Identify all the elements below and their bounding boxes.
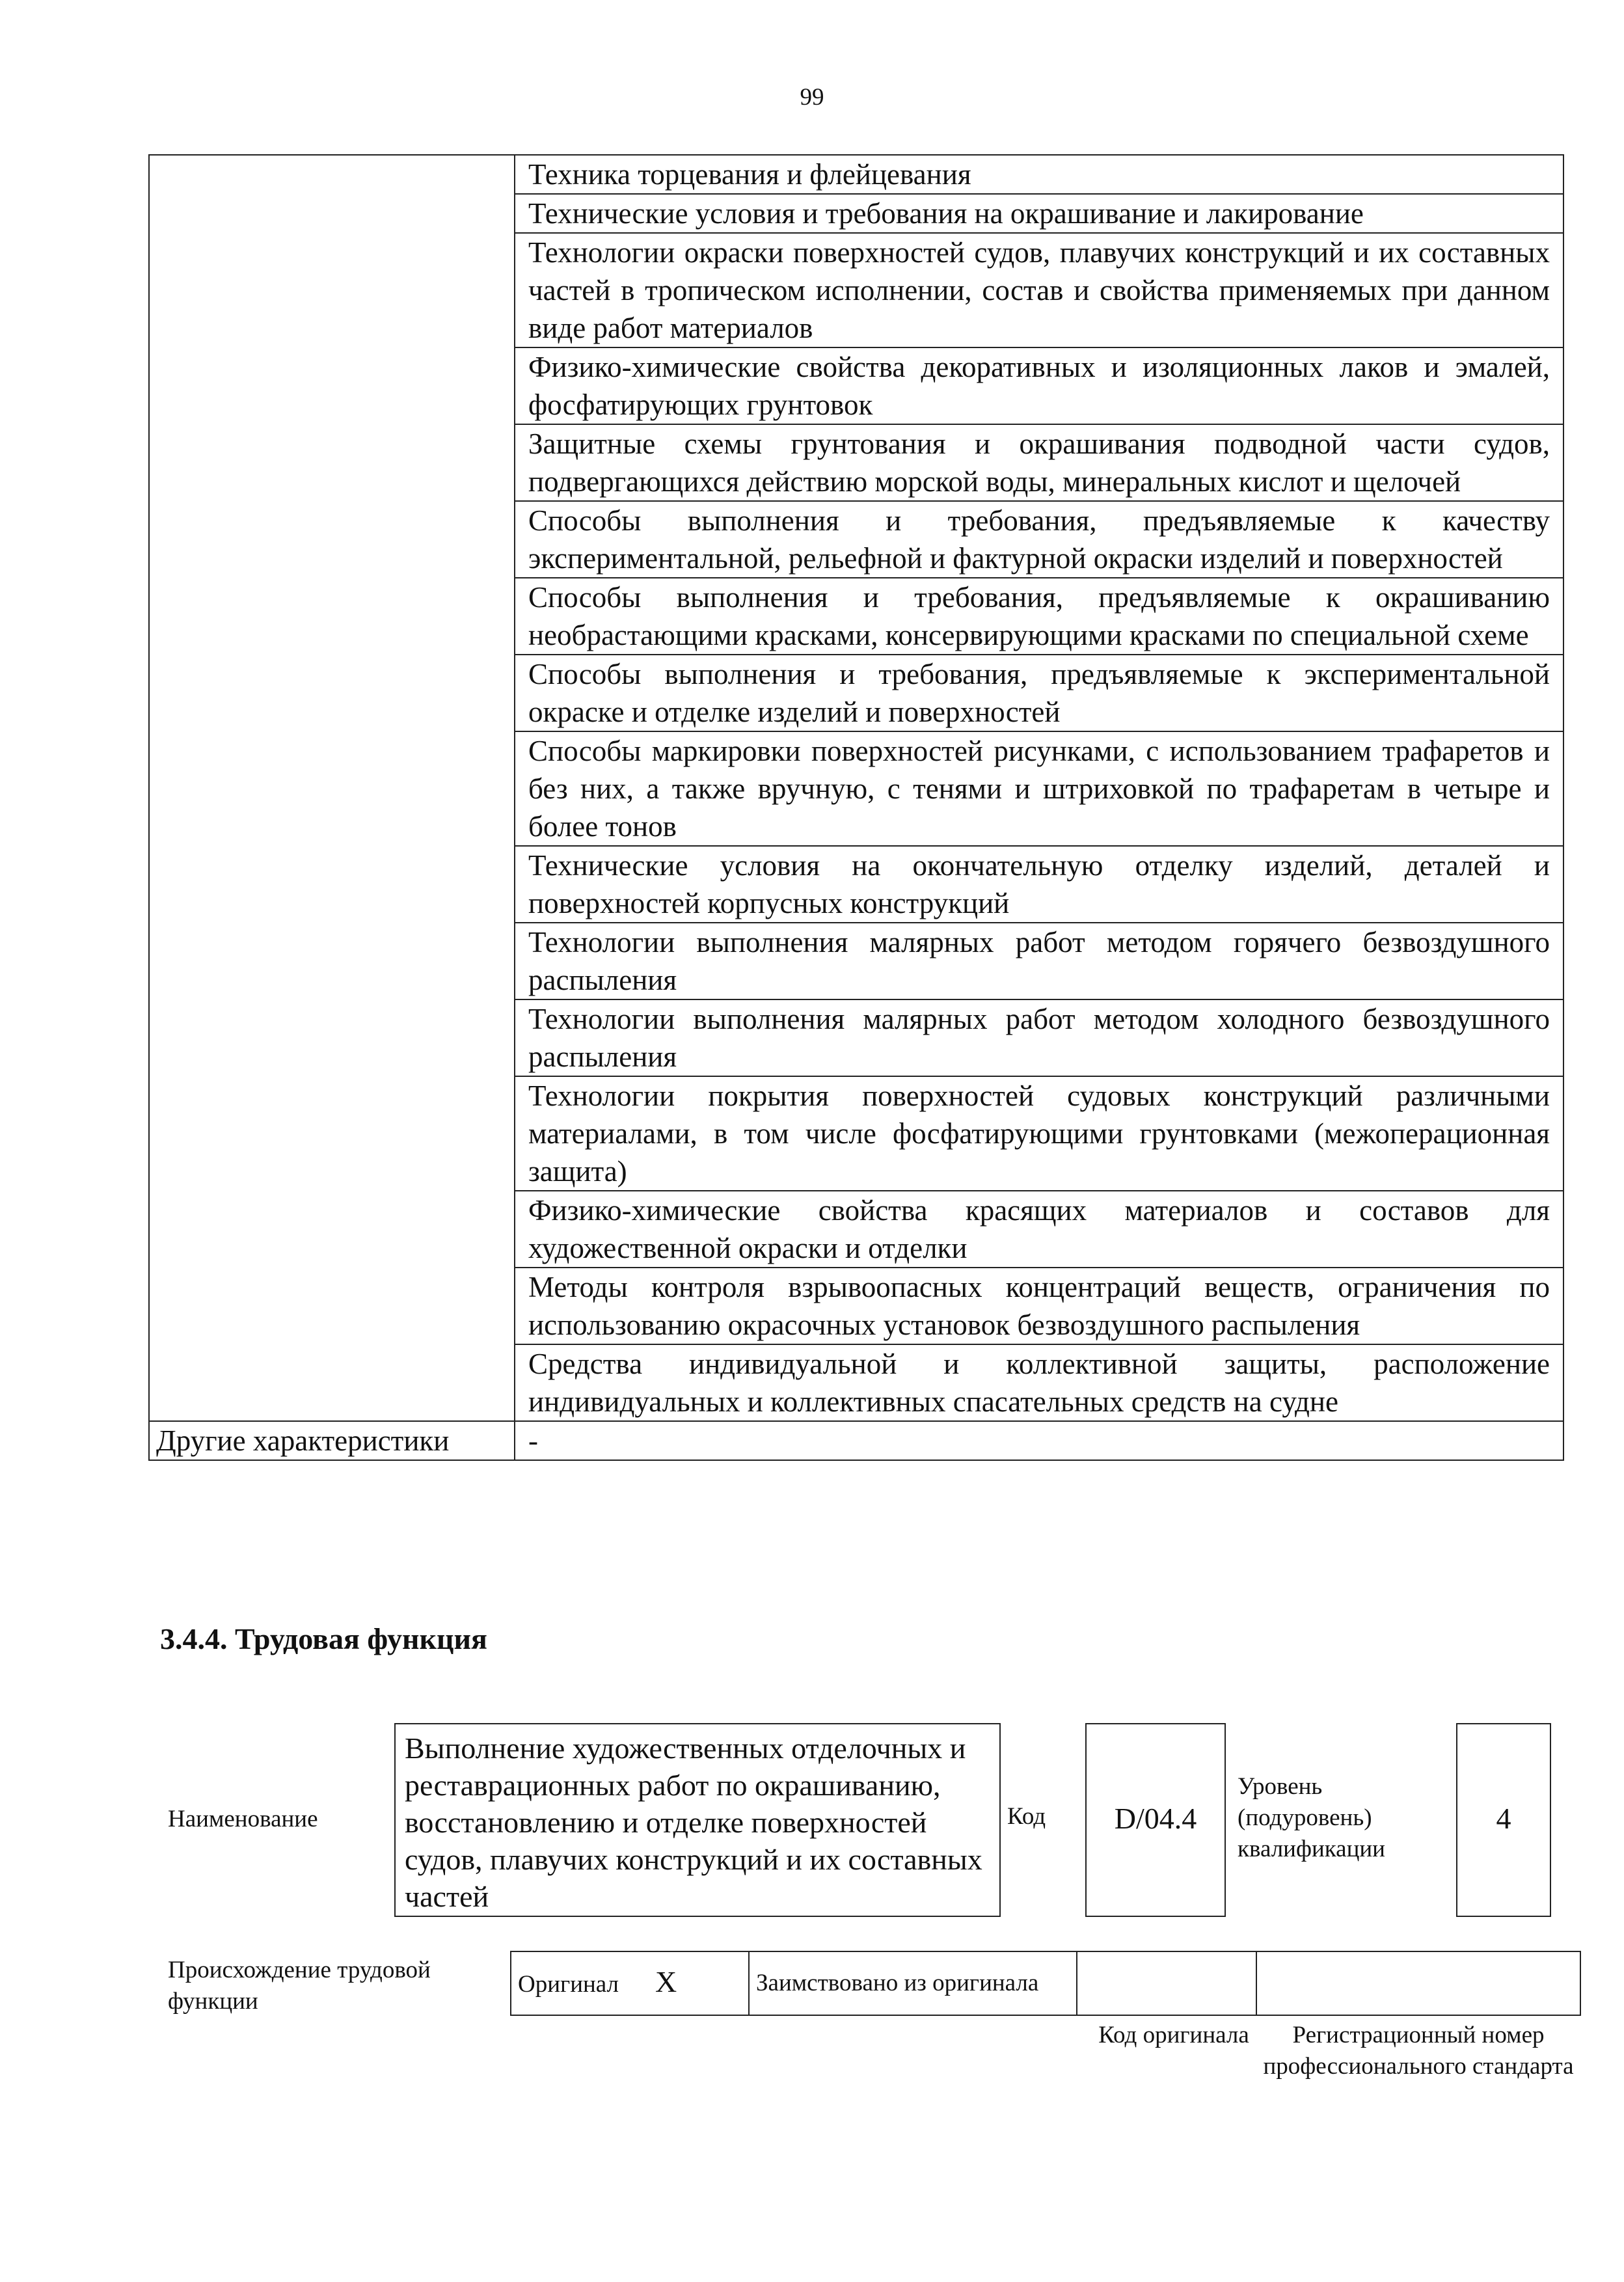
function-code-box: D/04.4 — [1085, 1723, 1226, 1917]
other-characteristics-value: - — [515, 1421, 1563, 1460]
knowledge-row — [149, 155, 1563, 194]
code-label: Код — [1007, 1803, 1046, 1830]
knowledge-item: Защитные схемы грунтования и окрашивания подводной части судов, подвергающихся действию морской воды, минеральных кислот и щелочей — [515, 424, 1563, 501]
knowledge-item: Техника торцевания и флейцевания — [515, 155, 1563, 194]
original-code-cell — [1077, 1951, 1256, 2015]
knowledge-item: Физико-химические свойства декоративных и изоляционных лаков и эмалей, фосфатирующих грунтовок — [515, 347, 1563, 424]
level-box: 4 — [1456, 1723, 1551, 1917]
borrowed-label: Заимствовано из оригинала — [749, 1951, 1077, 2015]
original-code-caption: Код оригинала — [1098, 2022, 1249, 2048]
name-label: Наименование — [168, 1806, 318, 1832]
knowledge-item: Технические условия на окончательную отделку изделий, деталей и поверхностей корпусных конструкций — [515, 846, 1563, 923]
other-characteristics-row — [149, 1421, 1563, 1460]
origin-original-cell — [511, 1951, 749, 2015]
knowledge-item: Технические условия и требования на окрашивание и лакирование — [515, 194, 1563, 233]
other-characteristics-label: Другие характеристики — [149, 1421, 515, 1460]
knowledge-item: Методы контроля взрывоопасных концентраций веществ, ограничения по использованию окрасочных установок безвоздушного распыления — [515, 1268, 1563, 1344]
original-mark: X — [655, 1965, 677, 1998]
knowledge-item: Способы выполнения и требования, предъявляемые к окрашиванию необрастающими красками, консервирующими красками по специальной схеме — [515, 578, 1563, 655]
section-heading: 3.4.4. Трудовая функция — [160, 1622, 487, 1655]
origin-label: Происхождение трудовой функции — [168, 1957, 431, 2015]
knowledge-item: Способы маркировки поверхностей рисунками, с использованием трафаретов и без них, а также вручную, с тенями и штриховкой по трафаретам в четыре и более тонов — [515, 731, 1563, 846]
level-label: Уровень (подуровень) квалификации — [1238, 1773, 1385, 1862]
registration-number-cell — [1256, 1951, 1580, 2015]
knowledge-left-cell — [149, 155, 515, 1421]
knowledge-item: Способы выполнения и требования, предъявляемые к качеству экспериментальной, рельефной и фактурной окраски изделий и поверхностей — [515, 501, 1563, 578]
origin-table — [510, 1951, 1581, 2016]
knowledge-item: Технологии окраски поверхностей судов, плавучих конструкций и их составных частей в тропическом исполнении, состав и свойства применяемых при данном виде работ материалов — [515, 233, 1563, 347]
knowledge-item: Технологии выполнения малярных работ методом горячего безвоздушного распыления — [515, 923, 1563, 999]
registration-number-caption: Регистрационный номер профессионального стандарта — [1263, 2022, 1574, 2080]
knowledge-item: Физико-химические свойства красящих материалов и составов для художественной окраски и отделки — [515, 1191, 1563, 1268]
page-number: 99 — [800, 84, 824, 111]
knowledge-table — [148, 154, 1564, 1461]
knowledge-item: Технологии выполнения малярных работ методом холодного безвоздушного распыления — [515, 999, 1563, 1076]
knowledge-item: Технологии покрытия поверхностей судовых конструкций различными материалами, в том числе фосфатирующими грунтовками (межоперационная защита) — [515, 1076, 1563, 1191]
original-label: Оригинал — [518, 1971, 619, 1998]
knowledge-item: Средства индивидуальной и коллективной защиты, расположение индивидуальных и коллективных спасательных средств на судне — [515, 1344, 1563, 1421]
knowledge-item: Способы выполнения и требования, предъявляемые к экспериментальной окраске и отделке изделий и поверхностей — [515, 655, 1563, 731]
function-name-box: Выполнение художественных отделочных и реставрационных работ по окрашиванию, восстановлению и отделке поверхностей судов, плавучих конструкций и их составных частей — [394, 1723, 1001, 1917]
